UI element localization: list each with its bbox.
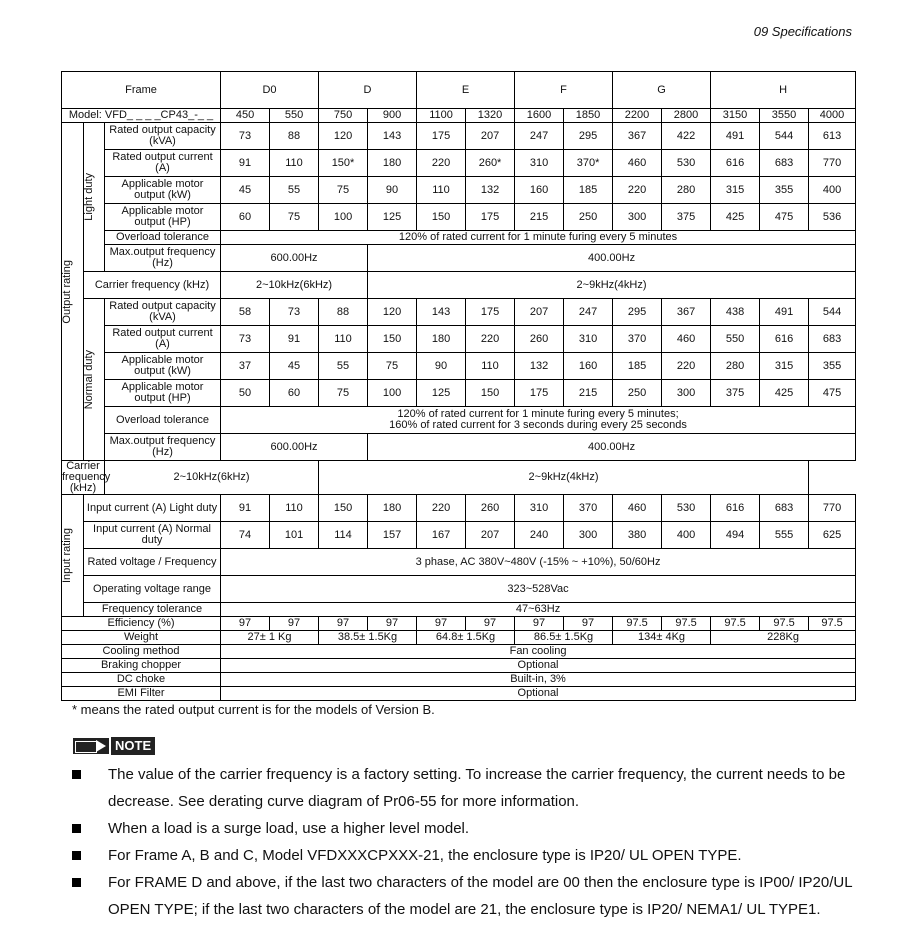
notes-list <box>72 761 852 923</box>
frame-label: Frame <box>62 72 221 109</box>
value-cell: 355 <box>760 177 809 204</box>
value-cell: 355 <box>809 353 856 380</box>
carrier-value: 2~9kHz(4kHz) <box>368 272 856 299</box>
bullet-icon <box>72 878 81 887</box>
value-cell: 75 <box>270 204 319 231</box>
value-cell: 260 <box>515 326 564 353</box>
operating-voltage-value: 323~528Vac <box>221 576 856 603</box>
row-label: Efficiency (%) <box>62 617 221 631</box>
light-duty-kw-row <box>62 177 856 204</box>
value-cell: 97 <box>319 617 368 631</box>
row-label: Frequency tolerance <box>84 603 221 617</box>
normal-duty-group <box>84 299 105 461</box>
normal-duty-maxfreq-row <box>62 434 856 461</box>
cooling-value: Fan cooling <box>221 645 856 659</box>
value-cell: 97 <box>515 617 564 631</box>
value-cell: 900 <box>368 109 417 123</box>
value-cell: 114 <box>319 522 368 549</box>
value-cell: 3550 <box>760 109 809 123</box>
weight-value: 86.5± 1.5Kg <box>515 631 613 645</box>
row-label: Rated output capacity (kVA) <box>105 123 221 150</box>
weight-value: 64.8± 1.5Kg <box>417 631 515 645</box>
value-cell: 220 <box>417 150 466 177</box>
value-cell: 770 <box>809 150 856 177</box>
value-cell: 55 <box>270 177 319 204</box>
value-cell: 544 <box>760 123 809 150</box>
value-cell: 88 <box>319 299 368 326</box>
row-label: Max.output frequency (Hz) <box>105 245 221 272</box>
value-cell: 367 <box>613 123 662 150</box>
overload-value: 120% of rated current for 1 minute furing every 5 minutes <box>221 231 856 245</box>
value-cell: 625 <box>809 522 856 549</box>
rated-voltage-value: 3 phase, AC 380V~480V (-15% ~ +10%), 50/60Hz <box>221 549 856 576</box>
light-duty-kva-row <box>62 123 856 150</box>
value-cell: 250 <box>613 380 662 407</box>
value-cell: 150* <box>319 150 368 177</box>
value-cell: 150 <box>466 380 515 407</box>
row-label: Applicable motor output (HP) <box>105 204 221 231</box>
value-cell: 530 <box>662 495 711 522</box>
light-duty-group <box>84 123 105 272</box>
note-badge <box>73 737 160 755</box>
value-cell: 475 <box>760 204 809 231</box>
value-cell: 280 <box>662 177 711 204</box>
braking-row <box>62 659 856 673</box>
value-cell: 97.5 <box>809 617 856 631</box>
output-rating-group <box>62 123 84 461</box>
bullet-icon <box>72 770 81 779</box>
value-cell: 75 <box>319 177 368 204</box>
overload-line: 160% of rated current for 3 seconds during every 25 seconds <box>389 419 687 431</box>
value-cell: 370 <box>613 326 662 353</box>
normal-duty-carrier-row <box>62 461 856 495</box>
frame-cell: D0 <box>221 72 319 109</box>
value-cell: 73 <box>221 326 270 353</box>
value-cell: 215 <box>564 380 613 407</box>
value-cell: 770 <box>809 495 856 522</box>
value-cell: 97 <box>564 617 613 631</box>
carrier-value: 2~10kHz(6kHz) <box>221 272 368 299</box>
value-cell: 91 <box>270 326 319 353</box>
value-cell: 175 <box>466 299 515 326</box>
value-cell: 157 <box>368 522 417 549</box>
value-cell: 491 <box>760 299 809 326</box>
value-cell: 180 <box>368 495 417 522</box>
value-cell: 132 <box>466 177 515 204</box>
value-cell: 616 <box>760 326 809 353</box>
note-arrow-icon <box>73 738 109 754</box>
value-cell: 185 <box>613 353 662 380</box>
operating-voltage-row <box>62 576 856 603</box>
bullet-icon <box>72 824 81 833</box>
value-cell: 250 <box>564 204 613 231</box>
value-cell: 2800 <box>662 109 711 123</box>
rated-voltage-row <box>62 549 856 576</box>
value-cell: 683 <box>760 150 809 177</box>
row-label: Overload tolerance <box>105 231 221 245</box>
value-cell: 97.5 <box>711 617 760 631</box>
row-label: Rated output current (A) <box>105 150 221 177</box>
input-current-light-row <box>62 495 856 522</box>
value-cell: 260* <box>466 150 515 177</box>
light-duty-current-row <box>62 150 856 177</box>
value-cell: 616 <box>711 150 760 177</box>
value-cell: 550 <box>270 109 319 123</box>
value-cell: 90 <box>417 353 466 380</box>
frame-cell: F <box>515 72 613 109</box>
row-label: Cooling method <box>62 645 221 659</box>
normal-duty-hp-row <box>62 380 856 407</box>
value-cell: 150 <box>368 326 417 353</box>
value-cell: 101 <box>270 522 319 549</box>
value-cell: 300 <box>613 204 662 231</box>
value-cell: 175 <box>466 204 515 231</box>
value-cell: 97 <box>368 617 417 631</box>
value-cell: 175 <box>515 380 564 407</box>
value-cell: 180 <box>417 326 466 353</box>
output-rating-label: Output rating <box>61 259 73 324</box>
cooling-row <box>62 645 856 659</box>
input-current-normal-row <box>62 522 856 549</box>
value-cell: 97.5 <box>613 617 662 631</box>
light-duty-overload-row <box>62 231 856 245</box>
bullet-icon <box>72 851 81 860</box>
value-cell: 247 <box>515 123 564 150</box>
value-cell: 75 <box>368 353 417 380</box>
value-cell: 91 <box>221 150 270 177</box>
row-label: Max.output frequency (Hz) <box>105 434 221 461</box>
value-cell: 97 <box>417 617 466 631</box>
value-cell: 97 <box>221 617 270 631</box>
emi-row <box>62 687 856 701</box>
note-item <box>72 842 852 869</box>
normal-duty-kva-row <box>62 299 856 326</box>
value-cell: 97 <box>270 617 319 631</box>
value-cell: 207 <box>466 522 515 549</box>
normal-duty-kw-row <box>62 353 856 380</box>
dc-choke-row <box>62 673 856 687</box>
row-label: EMI Filter <box>62 687 221 701</box>
emi-value: Optional <box>221 687 856 701</box>
model-row <box>62 109 856 123</box>
value-cell: 125 <box>417 380 466 407</box>
value-cell: 150 <box>417 204 466 231</box>
braking-value: Optional <box>221 659 856 673</box>
row-label: Applicable motor output (kW) <box>105 353 221 380</box>
value-cell: 150 <box>319 495 368 522</box>
note-text: When a load is a surge load, use a higher level model. <box>108 820 470 837</box>
value-cell: 120 <box>319 123 368 150</box>
value-cell: 50 <box>221 380 270 407</box>
light-duty-carrier-row <box>62 272 856 299</box>
row-label: Weight <box>62 631 221 645</box>
note-text: For FRAME D and above, if the last two characters of the model are 00 then the enclosure type is IP00/ IP20/UL OPEN TYPE; if the last two characters of the model are 21, the enclosure type is IP20/ NEMA1/ UL TYPE1. <box>108 874 852 918</box>
light-duty-label: Light duty <box>83 173 95 221</box>
value-cell: 460 <box>613 150 662 177</box>
frame-cell: D <box>319 72 417 109</box>
value-cell: 97.5 <box>760 617 809 631</box>
value-cell: 220 <box>662 353 711 380</box>
value-cell: 180 <box>368 150 417 177</box>
dc-choke-value: Built-in, 3% <box>221 673 856 687</box>
value-cell: 2200 <box>613 109 662 123</box>
value-cell: 97 <box>466 617 515 631</box>
value-cell: 536 <box>809 204 856 231</box>
overload-value <box>221 407 856 434</box>
value-cell: 400 <box>662 522 711 549</box>
value-cell: 110 <box>270 150 319 177</box>
value-cell: 91 <box>221 495 270 522</box>
value-cell: 110 <box>270 495 319 522</box>
carrier-value: 2~10kHz(6kHz) <box>105 461 319 495</box>
value-cell: 425 <box>711 204 760 231</box>
value-cell: 280 <box>711 353 760 380</box>
row-label: DC choke <box>62 673 221 687</box>
value-cell: 60 <box>270 380 319 407</box>
row-label: Applicable motor output (kW) <box>105 177 221 204</box>
overload-line: 120% of rated current for 1 minute furing every 5 minutes; <box>397 408 679 420</box>
carrier-value: 2~9kHz(4kHz) <box>319 461 809 495</box>
value-cell: 175 <box>417 123 466 150</box>
value-cell: 143 <box>368 123 417 150</box>
value-cell: 60 <box>221 204 270 231</box>
value-cell: 315 <box>760 353 809 380</box>
frame-row <box>62 72 856 109</box>
value-cell: 220 <box>417 495 466 522</box>
maxfreq-value: 400.00Hz <box>368 434 856 461</box>
value-cell: 375 <box>662 204 711 231</box>
maxfreq-value: 600.00Hz <box>221 434 368 461</box>
value-cell: 1320 <box>466 109 515 123</box>
value-cell: 616 <box>711 495 760 522</box>
note-item <box>72 869 852 923</box>
value-cell: 310 <box>515 495 564 522</box>
value-cell: 97.5 <box>662 617 711 631</box>
value-cell: 37 <box>221 353 270 380</box>
section-header: 09 Specifications <box>753 24 852 39</box>
specifications-table <box>61 71 856 701</box>
row-label: Rated output capacity (kVA) <box>105 299 221 326</box>
value-cell: 422 <box>662 123 711 150</box>
weight-value: 38.5± 1.5Kg <box>319 631 417 645</box>
value-cell: 1850 <box>564 109 613 123</box>
value-cell: 132 <box>515 353 564 380</box>
value-cell: 110 <box>417 177 466 204</box>
value-cell: 555 <box>760 522 809 549</box>
value-cell: 295 <box>564 123 613 150</box>
value-cell: 683 <box>760 495 809 522</box>
value-cell: 460 <box>662 326 711 353</box>
row-label: Rated output current (A) <box>105 326 221 353</box>
value-cell: 240 <box>515 522 564 549</box>
light-duty-hp-row <box>62 204 856 231</box>
row-label: Carrier frequency (kHz) <box>62 460 111 494</box>
weight-value: 27± 1 Kg <box>221 631 319 645</box>
row-label: Input current (A) Light duty <box>84 495 221 522</box>
value-cell: 143 <box>417 299 466 326</box>
value-cell: 160 <box>515 177 564 204</box>
value-cell: 475 <box>809 380 856 407</box>
row-label: Overload tolerance <box>105 407 221 434</box>
value-cell: 550 <box>711 326 760 353</box>
value-cell: 310 <box>564 326 613 353</box>
value-cell: 247 <box>564 299 613 326</box>
value-cell: 613 <box>809 123 856 150</box>
value-cell: 125 <box>368 204 417 231</box>
value-cell: 260 <box>466 495 515 522</box>
value-cell: 110 <box>466 353 515 380</box>
value-cell: 380 <box>613 522 662 549</box>
weight-row <box>62 631 856 645</box>
value-cell: 220 <box>613 177 662 204</box>
maxfreq-value: 600.00Hz <box>221 245 368 272</box>
model-label: Model: VFD_ _ _ _CP43_-_ _ <box>62 109 221 123</box>
note-text: The value of the carrier frequency is a factory setting. To increase the carrier frequency, the current needs to be decrease. See derating curve diagram of Pr06-55 for more information. <box>108 766 846 810</box>
value-cell: 74 <box>221 522 270 549</box>
value-cell: 160 <box>564 353 613 380</box>
value-cell: 55 <box>319 353 368 380</box>
frequency-tolerance-value: 47~63Hz <box>221 603 856 617</box>
weight-value: 228Kg <box>711 631 856 645</box>
value-cell: 310 <box>515 150 564 177</box>
frame-cell: E <box>417 72 515 109</box>
value-cell: 100 <box>368 380 417 407</box>
value-cell: 544 <box>809 299 856 326</box>
value-cell: 450 <box>221 109 270 123</box>
row-label: Carrier frequency (kHz) <box>84 272 221 299</box>
frame-cell: G <box>613 72 711 109</box>
value-cell: 1600 <box>515 109 564 123</box>
note-label: NOTE <box>111 737 155 755</box>
value-cell: 460 <box>613 495 662 522</box>
value-cell: 491 <box>711 123 760 150</box>
value-cell: 370 <box>564 495 613 522</box>
value-cell: 295 <box>613 299 662 326</box>
value-cell: 73 <box>221 123 270 150</box>
note-text: For Frame A, B and C, Model VFDXXXCPXXX-21, the enclosure type is IP20/ UL OPEN TYPE. <box>108 847 742 864</box>
value-cell: 367 <box>662 299 711 326</box>
value-cell: 110 <box>319 326 368 353</box>
normal-duty-overload-row <box>62 407 856 434</box>
value-cell: 73 <box>270 299 319 326</box>
value-cell: 45 <box>270 353 319 380</box>
value-cell: 438 <box>711 299 760 326</box>
value-cell: 530 <box>662 150 711 177</box>
row-label: Input current (A) Normal duty <box>84 522 221 549</box>
value-cell: 88 <box>270 123 319 150</box>
normal-duty-label: Normal duty <box>83 349 95 410</box>
value-cell: 683 <box>809 326 856 353</box>
value-cell: 45 <box>221 177 270 204</box>
value-cell: 1100 <box>417 109 466 123</box>
light-duty-maxfreq-row <box>62 245 856 272</box>
value-cell: 300 <box>662 380 711 407</box>
note-item <box>72 761 852 815</box>
row-label: Applicable motor output (HP) <box>105 380 221 407</box>
footnote: * means the rated output current is for the models of Version B. <box>72 702 435 717</box>
value-cell: 370* <box>564 150 613 177</box>
value-cell: 400 <box>809 177 856 204</box>
value-cell: 100 <box>319 204 368 231</box>
maxfreq-value: 400.00Hz <box>368 245 856 272</box>
value-cell: 75 <box>319 380 368 407</box>
efficiency-row <box>62 617 856 631</box>
input-rating-group <box>62 495 84 617</box>
row-label: Operating voltage range <box>84 576 221 603</box>
value-cell: 185 <box>564 177 613 204</box>
input-rating-label: Input rating <box>61 527 73 584</box>
value-cell: 58 <box>221 299 270 326</box>
value-cell: 3150 <box>711 109 760 123</box>
value-cell: 494 <box>711 522 760 549</box>
value-cell: 90 <box>368 177 417 204</box>
row-label: Rated voltage / Frequency <box>84 549 221 576</box>
value-cell: 207 <box>466 123 515 150</box>
value-cell: 4000 <box>809 109 856 123</box>
value-cell: 120 <box>368 299 417 326</box>
frequency-tolerance-row <box>62 603 856 617</box>
value-cell: 425 <box>760 380 809 407</box>
value-cell: 750 <box>319 109 368 123</box>
weight-value: 134± 4Kg <box>613 631 711 645</box>
value-cell: 375 <box>711 380 760 407</box>
row-label: Braking chopper <box>62 659 221 673</box>
value-cell: 215 <box>515 204 564 231</box>
value-cell: 300 <box>564 522 613 549</box>
normal-duty-current-row <box>62 326 856 353</box>
frame-cell: H <box>711 72 856 109</box>
value-cell: 315 <box>711 177 760 204</box>
value-cell: 220 <box>466 326 515 353</box>
note-item <box>72 815 852 842</box>
value-cell: 167 <box>417 522 466 549</box>
value-cell: 207 <box>515 299 564 326</box>
